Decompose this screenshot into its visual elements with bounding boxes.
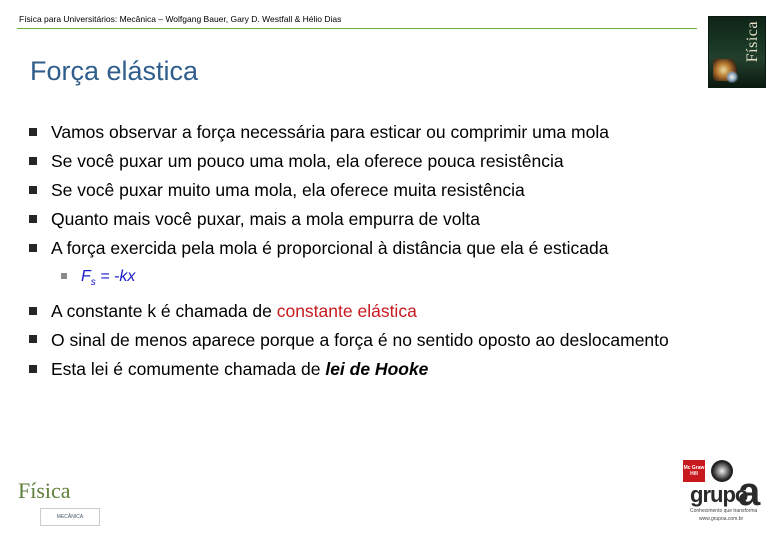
cover-art-secondary [725, 71, 739, 83]
square-bullet-icon [29, 365, 37, 373]
grupo-a-logo-text: grupo [690, 482, 748, 507]
square-bullet-icon [29, 157, 37, 165]
formula-force-symbol: F [81, 268, 91, 285]
bullet-text: A força exercida pela mola é proporcional à distância que ela é esticada [51, 238, 609, 258]
square-bullet-icon [29, 244, 37, 252]
hooke-formula [81, 268, 136, 289]
square-bullet-icon [29, 335, 37, 343]
square-bullet-icon [29, 215, 37, 223]
bullet-text: Se você puxar um pouco uma mola, ela oferece pouca resistência [51, 151, 564, 171]
book-cover-image [708, 16, 766, 88]
bullet-item [26, 118, 706, 147]
bullet-text: A constante k é chamada de [51, 301, 277, 322]
square-bullet-icon [29, 307, 37, 315]
square-bullet-icon [61, 273, 67, 279]
bullet-item [26, 326, 706, 355]
bullet-list [26, 118, 706, 384]
bullet-text: Se você puxar muito uma mola, ela oferece muita resistência [51, 180, 525, 200]
bullet-text: O sinal de menos aparece porque a força é no sentido oposto ao deslocamento [51, 330, 669, 351]
publisher-url: www.grupoa.com.br [699, 516, 744, 522]
slide-title: Força elástica [30, 56, 199, 86]
bullet-item [26, 147, 706, 176]
mecanica-badge: MECÂNICA [40, 508, 100, 526]
bullet-text: Quanto mais você puxar, mais a mola empurra de volta [51, 209, 480, 229]
constant-term-highlight: constante elástica [276, 301, 417, 322]
hooke-law-emphasis: lei de Hooke [325, 359, 429, 380]
formula-rhs: = -kx [95, 268, 136, 285]
bullet-item [26, 176, 706, 205]
publisher-tagline: Conhecimento que transforma [690, 508, 758, 514]
formula-sub-bullet [26, 263, 706, 297]
bullet-item [26, 234, 706, 263]
square-bullet-icon [29, 186, 37, 194]
bullet-item [26, 297, 706, 326]
header-divider [17, 28, 697, 29]
bullet-text: Esta lei é comumente chamada de [51, 359, 326, 380]
book-credit: Física para Universitários: Mecânica – Wolfgang Bauer, Gary D. Westfall & Hélio Dias [19, 14, 342, 24]
grupo-a-logo-letter: a [738, 470, 761, 514]
cover-title: Física [744, 21, 761, 63]
mcgraw-hill-logo: Mc Graw Hill [683, 460, 705, 482]
square-bullet-icon [29, 128, 37, 136]
bullet-item [26, 205, 706, 234]
publisher-seal-icon [711, 460, 733, 482]
bullet-text: Vamos observar a força necessária para esticar ou comprimir uma mola [51, 122, 609, 142]
formula-subscript: s [90, 277, 96, 289]
bullet-item [26, 355, 706, 384]
fisica-book-logo: Física [18, 478, 71, 503]
